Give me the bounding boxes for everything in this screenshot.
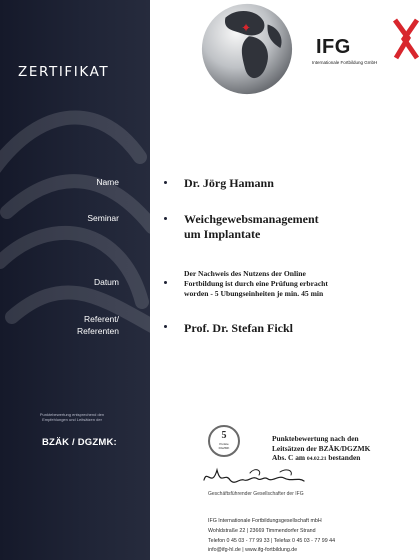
signature-caption: Geschäftsführender Gesellschafter der IFG bbox=[208, 491, 304, 497]
seminar-bullet bbox=[164, 217, 167, 220]
points-number: 5 bbox=[221, 430, 227, 441]
red-x-logo-mark bbox=[392, 18, 420, 60]
bzaek-dgzmk-heading: BZÄK / DGZMK: bbox=[42, 437, 117, 448]
footer-address: Wohldstraße 22 | 23669 Timmendorfer Strand bbox=[208, 527, 316, 534]
name-bullet bbox=[164, 181, 167, 184]
speaker-bullet bbox=[164, 325, 167, 328]
points-small-line-2: Empfehlungen und Leitsätzen der bbox=[42, 417, 102, 422]
points-statement bbox=[272, 434, 412, 465]
date-description-line-2: Fortbildung ist durch eine Prüfung erbracht bbox=[184, 279, 328, 288]
name-label: Name bbox=[96, 177, 119, 187]
decorative-script-background bbox=[0, 92, 150, 352]
points-small-line-1: Punktebewertung entsprechend den bbox=[39, 412, 105, 417]
certificate-title: ZERTIFIKAT bbox=[18, 64, 110, 80]
participant-name: Dr. Jörg Hamann bbox=[184, 176, 274, 190]
footer-web: info@ifg-hl.de | www.ifg-fortbildung.de bbox=[208, 547, 298, 554]
points-statement-line-2: Leitsätzen der BZÄK/DGZMK bbox=[272, 443, 371, 453]
date-description-line-1: Der Nachweis des Nutzens der Online bbox=[184, 269, 306, 278]
seminar-label: Seminar bbox=[87, 213, 119, 223]
speaker-label-line-1: Referent/ bbox=[84, 314, 119, 324]
speaker-label-line-2: Referenten bbox=[76, 326, 119, 336]
footer-phone: Telefon 0 45 03 - 77 99 33 | Telefax 0 45 03 - 77 99 44 bbox=[208, 537, 336, 544]
ifg-logo-subtitle: Internationale Fortbildung GmbH bbox=[312, 60, 378, 65]
world-globe-icon bbox=[198, 0, 296, 98]
points-rating-small-text bbox=[22, 412, 122, 422]
seminar-title-line-1: Weichgewebsmanagement bbox=[184, 212, 319, 226]
footer-company: IFG Internationale Fortbildungsgesellschaft mbH bbox=[208, 518, 322, 524]
date-description bbox=[184, 269, 394, 299]
speaker-name: Prof. Dr. Stefan Fickl bbox=[184, 321, 293, 335]
date-label: Datum bbox=[93, 277, 119, 287]
seal-text bbox=[210, 443, 238, 450]
points-date: 04.02.21 bbox=[306, 456, 327, 462]
ifg-logo-text: IFG bbox=[316, 36, 351, 58]
points-statement-line-3-prefix: Abs. C am bbox=[272, 453, 307, 462]
date-bullet bbox=[164, 281, 167, 284]
company-footer bbox=[208, 517, 335, 556]
seal-text-line-1: Punkte bbox=[219, 442, 229, 446]
points-statement-line-1: Punktebewertung nach den bbox=[272, 434, 359, 443]
speaker-label bbox=[77, 313, 119, 337]
seminar-title-line-2: um Implantate bbox=[184, 227, 261, 241]
seminar-title bbox=[184, 212, 384, 242]
certificate-sidebar bbox=[0, 0, 150, 560]
points-seal bbox=[208, 425, 240, 457]
handwritten-signature bbox=[200, 462, 310, 494]
seal-text-line-2: DGZMK bbox=[218, 445, 230, 450]
points-statement-line-3-suffix: bestanden bbox=[326, 453, 361, 462]
date-description-line-3: worden - 5 Ubungseinheiten je min. 45 min bbox=[184, 289, 324, 298]
